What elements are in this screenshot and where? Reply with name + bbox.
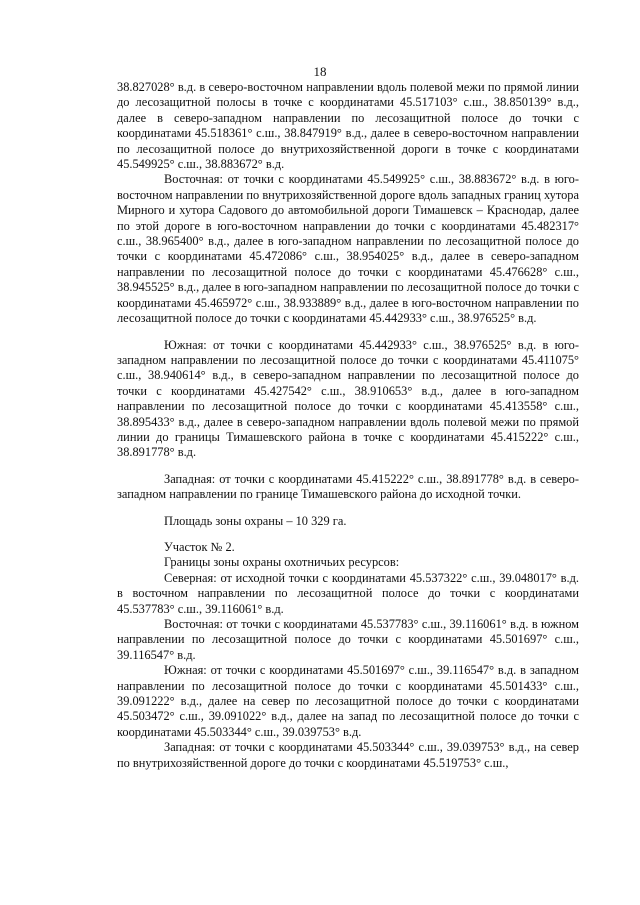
- paragraph-west-boundary: Западная: от точки с координатами 45.415222° с.ш., 38.891778° в.д. в северо-западном направлении по границе Тимашевского района до исходной точки.: [117, 471, 579, 502]
- paragraph-section-2-heading: Участок № 2.: [164, 539, 235, 554]
- paragraph-north-boundary-continued: 38.827028° в.д. в северо-восточном направлении вдоль полевой межи по прямой линии до лесозащитной полосы в точке с координатами 45.517103° с.ш., 38.850139° в.д., далее в северо-западном направлении по лесозащитной полосе до точки с координатами 45.518361° с.ш., 38.847919° в.д., далее в северо-восточном направлении по лесозащитной полосе до внутрихозяйственной дороги в точке с координатами 45.549925° с.ш., 38.883672° в.д.: [117, 80, 579, 172]
- paragraph-section-2-boundaries-heading: Границы зоны охраны охотничьих ресурсов:: [164, 555, 400, 570]
- paragraph-section-2-south-boundary: Южная: от точки с координатами 45.501697° с.ш., 39.116547° в.д. в западном направлении по лесозащитной полосе до точки с координатами 45.501433° с.ш., 39.091222° в.д., далее на север по лесозащитной полосе до точки с координатами 45.503472° с.ш., 39.091022° в.д., далее на запад по лесозащитной полосе до точки с координатами 45.503344° с.ш., 39.039753° в.д.: [117, 663, 579, 739]
- paragraph-east-boundary: Восточная: от точки с координатами 45.549925° с.ш., 38.883672° в.д. в юго-восточном направлении по внутрихозяйственной дороге вдоль западных границ хутора Мирного и хутора Садового до автомобильной дороги Тимашевск – Краснодар, далее по этой дороге в юго-восточном направлении до точки с координатами 45.482317° с.ш., 38.965400° в.д., далее в юго-западном направлении по лесозащитной полосе до точки с координатами 45.472086° с.ш., 38.954025° в.д., далее в северо-западном направлении по лесозащитной полосе до точки с координатами 45.476628° с.ш., 38.945525° в.д., далее в юго-западном направлении по лесозащитной полосе до точки с координатами 45.465972° с.ш., 38.933889° в.д., далее в юго-восточном направлении по лесозащитной полосе до точки с координатами 45.442933° с.ш., 38.976525° в.д.: [117, 172, 579, 326]
- paragraph-area: Площадь зоны охраны – 10 329 га.: [164, 513, 347, 528]
- paragraph-section-2-north-boundary: Северная: от исходной точки с координатами 45.537322° с.ш., 39.048017° в.д. в восточном направлении по лесозащитной полосе до точки с координатами 45.537783° с.ш., 39.116061° в.д.: [117, 570, 579, 616]
- paragraph-south-boundary: Южная: от точки с координатами 45.442933° с.ш., 38.976525° в.д. в юго-западном направлении по лесозащитной полосе до точки с координатами 45.411075° с.ш., 38.940614° в.д., в северо-западном направлении по лесозащитной полосе до точки с координатами 45.427542° с.ш., 38.910653° в.д., далее в юго-западном направлении по лесозащитной полосе до точки с координатами 45.413558° с.ш., 38.895433° в.д., далее в северо-западном направлении вдоль полевой межи по прямой линии до границы Тимашевского района в точке с координатами 45.415222° с.ш., 38.891778° в.д.: [117, 337, 579, 460]
- paragraph-section-2-east-boundary: Восточная: от точки с координатами 45.537783° с.ш., 39.116061° в.д. в южном направлении по лесозащитной полосе до точки с координатами 45.501697° с.ш., 39.116547° в.д.: [117, 617, 579, 662]
- document-body: [117, 80, 579, 771]
- paragraph-section-2-west-boundary: Западная: от точки с координатами 45.503344° с.ш., 39.039753° в.д., на север по внутрихозяйственной дороге до точки с координатами 45.519753° с.ш.,: [117, 740, 579, 770]
- page-number: 18: [313, 64, 327, 79]
